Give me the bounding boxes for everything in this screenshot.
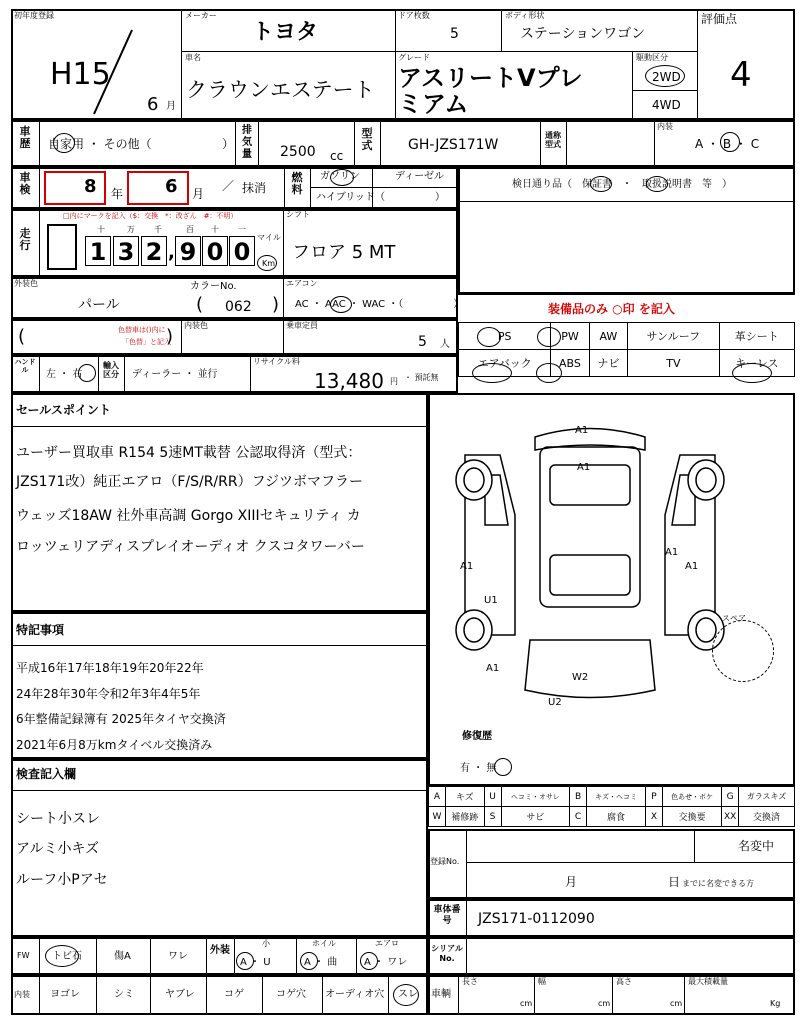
mileage-note: □内にマークを記入（$：交換 *：改ざん #：不明） [63, 212, 238, 220]
unit-ju: 十 [97, 225, 105, 234]
right-handle-circle [78, 364, 96, 382]
ext-color-label: 外装色 [14, 279, 38, 288]
int-item: コゲ [224, 989, 244, 1000]
equip-item: 革シート [719, 323, 794, 350]
date-slash [90, 28, 140, 118]
fw-label: FW [17, 951, 30, 960]
int-color-row [11, 319, 458, 355]
grade-label: グレード [398, 53, 430, 62]
chassis-label: 車体番号 [433, 905, 461, 926]
mile: マイル [257, 233, 281, 242]
equip-circle [477, 327, 501, 347]
handle-value: 左 ・ 右 [46, 369, 83, 380]
odometer-digit: 3 [113, 236, 139, 266]
capacity: 5 [418, 334, 427, 350]
odometer-digit: 0 [229, 236, 255, 266]
special-line: 24年28年30年令和2年3年4年5年 [16, 687, 201, 701]
damage-mark: U2 [548, 697, 562, 708]
inspection-line: シート小スレ [16, 811, 100, 827]
equip-item: サンルーフ [628, 323, 719, 350]
gasoline: ガソリン [320, 171, 360, 182]
legend-code: U [484, 787, 501, 807]
special-line: 平成16年17年18年19年20年22年 [16, 661, 204, 675]
body-label: ボディ形状 [505, 11, 545, 20]
model-name: クラウンエステート [186, 78, 375, 102]
handle-label: ハンドル [14, 358, 36, 374]
stone-chip-circle [45, 945, 79, 967]
equip-circle [537, 327, 561, 347]
unit-sen: 千 [154, 225, 162, 234]
equip-item: エアバック [459, 350, 551, 377]
repair-none-circle [494, 758, 512, 776]
unit-man: 万 [127, 225, 135, 234]
aero-label: エアロ [375, 939, 399, 948]
drive-label: 駆動区分 [636, 53, 668, 62]
interior-grade-circle [720, 132, 740, 152]
unit-ju2: 十 [211, 225, 219, 234]
drive-4wd: 4WD [652, 98, 681, 112]
inspection-year: 8 [84, 176, 97, 197]
legend-code: C [570, 807, 587, 827]
dimensions-label: 車輌 [431, 989, 451, 1000]
legend-text: 色あせ・ボケ [663, 787, 722, 807]
type: GH-JZS171W [408, 137, 499, 153]
sales-line: ウェッズ18AW 社外車高調 Gorgo XIIIセキュリティ カ [16, 508, 361, 524]
import-label: 輸入区分 [103, 361, 119, 379]
serial-row [428, 937, 795, 975]
equip-item: TV [628, 350, 719, 377]
spare-label: スペア [722, 614, 746, 623]
sales-line: ユーザー買取車 R154 5速MT載替 公認取得済（型式： [16, 445, 362, 461]
recycle-unit: 円 [390, 377, 398, 386]
slash: ／ [222, 179, 235, 193]
legend-code: X [646, 807, 663, 827]
ext-label: 外装 [210, 945, 230, 956]
odometer-digit: 0 [202, 236, 228, 266]
equip-item: キーレス [719, 350, 794, 377]
wheel-a-circle [300, 952, 318, 970]
weight-unit: Kg [770, 999, 781, 1008]
displacement-label: 排気量 [242, 125, 252, 160]
fw-item: 傷A [114, 951, 131, 962]
name-change: 名変中 [738, 839, 775, 853]
reg-day: 日 [668, 875, 681, 889]
damage-mark: U1 [484, 595, 498, 606]
small-label: 小 [262, 939, 270, 948]
inspection-year-box [44, 171, 106, 205]
sales-line: ロッツェリアディスプレイオーディオ クスコタワーバー [16, 539, 365, 555]
damage-mark: A1 [486, 663, 500, 674]
history-value: 自家用 ・ その他（ [48, 137, 152, 151]
maker: トヨタ [252, 20, 319, 45]
recycle-fee: 13,480 [314, 369, 384, 393]
capacity-unit: 人 [440, 339, 450, 350]
history-close: ） [222, 137, 235, 151]
damage-mark: A1 [665, 547, 679, 558]
legend-text: 交換要 [663, 807, 722, 827]
aero-value: A ・ ワレ [364, 957, 408, 968]
color-no-label: カラーNo. [190, 281, 237, 292]
aac-circle [330, 296, 352, 313]
repair-value: 有 ・ 無 [460, 763, 497, 774]
wheel-value: A ・ 曲 [304, 957, 338, 968]
damage-mark: A1 [577, 462, 591, 473]
int-item: ヤブレ [165, 989, 195, 1000]
gasoline-circle [330, 169, 354, 186]
unit-ichi: 一 [238, 225, 246, 234]
hybrid: ハイブリッド [316, 192, 375, 203]
equip-circle [536, 363, 562, 383]
comma: , [168, 242, 175, 263]
first-reg-month-unit: 月 [166, 101, 176, 112]
interior-grades: A ・ B ・ C [695, 137, 760, 151]
deposit: ・ 預託無 [404, 373, 439, 382]
wear-circle [393, 984, 419, 1006]
reg-by: までに名変できる方 [682, 879, 754, 888]
height-label: 高さ [616, 977, 632, 986]
legend-text: キズ・ヘコミ [587, 787, 646, 807]
special-notes-box [11, 612, 428, 759]
ext-color: パール [78, 297, 120, 313]
history-label: 車歴 [19, 125, 31, 150]
odometer-digit: 2 [141, 236, 167, 266]
legend-code: S [484, 807, 501, 827]
length-unit: cm [520, 999, 533, 1008]
color-no: 062 [225, 299, 252, 315]
displacement: 2500 [280, 144, 316, 160]
color-change-paren-close: ) [166, 326, 174, 347]
ac-options: AC ・ AAC ・ WAC ・（ ） [295, 299, 464, 310]
interior-label: 内装 [657, 122, 673, 131]
sales-line: JZS171改）純正エアロ（F/S/R/RR）フジツボマフラー [16, 474, 364, 490]
inspection-year-unit: 年 [111, 187, 124, 201]
first-reg-era: H15 [50, 57, 111, 92]
damage-mark: A1 [685, 561, 699, 572]
small-value: A ・ U [240, 957, 271, 968]
unit-hyaku: 百 [186, 225, 194, 234]
legend-code: P [646, 787, 663, 807]
reg-month: 月 [565, 875, 578, 889]
fuel-label: 燃料 [291, 171, 303, 196]
warranty-circle [590, 176, 612, 192]
model-name-label: 車名 [185, 53, 201, 62]
equip-item: ABS [551, 350, 589, 377]
common-type-label: 通称型式 [545, 131, 561, 149]
inspection-label: 車検 [19, 171, 31, 196]
color-paren-l: ( [196, 294, 204, 315]
special-line: 6年整備記録簿有 2025年タイヤ交換済 [16, 712, 226, 726]
hybrid-paren: （ ） [375, 192, 445, 203]
shift-label: シフト [286, 210, 310, 219]
mileage-mark-box [47, 224, 77, 270]
chassis-number: JZS171-0112090 [478, 911, 595, 927]
legend-code: A [429, 787, 446, 807]
docs-label: 検日通り品（ 保証書 ・ 取扱説明書 等 ） [512, 179, 732, 190]
damage-mark: A1 [575, 425, 589, 436]
int-item: スレ [398, 989, 418, 1000]
manual-circle [646, 176, 668, 192]
int-item: オーディオ穴 [325, 989, 385, 1000]
first-reg-label: 初年度登録 [14, 11, 54, 20]
legend-text: 交換済 [739, 807, 795, 827]
aero-a-circle [360, 952, 378, 970]
repair-label: 修復歴 [462, 731, 492, 742]
special-notes-label: 特記事項 [16, 623, 65, 637]
equip-item: PS [459, 323, 551, 350]
legend-text: サビ [501, 807, 570, 827]
legend-code: XX [722, 807, 739, 827]
color-change-note2: 「色替」と記入 [122, 338, 171, 346]
serial-label: シリアルNo. [431, 944, 463, 963]
shift: フロア 5 MT [292, 242, 396, 263]
equip-item: PW [551, 323, 589, 350]
damage-mark: A1 [460, 561, 474, 572]
km: Km [262, 259, 276, 268]
height-unit: cm [670, 999, 683, 1008]
legend-code: G [722, 787, 739, 807]
fw-item: トビ石 [52, 951, 82, 962]
int-label: 内装 [14, 990, 30, 999]
cancel: 抹消 [242, 181, 267, 195]
legend-text: 補修跡 [446, 807, 485, 827]
drive-2wd-circle [645, 65, 685, 87]
legend-text: ヘコミ・オサレ [501, 787, 570, 807]
color-paren-r: ) [272, 294, 280, 315]
inspection-line: アルミ小キズ [16, 841, 100, 857]
diesel: ディーゼル [395, 171, 444, 182]
wheel-label: ホイル [312, 939, 336, 948]
damage-legend [428, 786, 795, 827]
score: 4 [730, 55, 752, 95]
fw-item: ワレ [168, 951, 188, 962]
reg-no-label: 登録No. [430, 857, 460, 866]
length-label: 長さ [462, 977, 478, 986]
inspection-line: ルーフ小Pアセ [16, 872, 108, 888]
equip-circle [732, 363, 772, 383]
inspection-month-unit: 月 [192, 187, 205, 201]
legend-text: 腐食 [587, 807, 646, 827]
capacity-label: 乗車定員 [286, 321, 318, 330]
legend-text: キズ [446, 787, 485, 807]
import-value: ディーラー ・ 並行 [132, 369, 218, 380]
maker-label: メーカー [185, 11, 217, 20]
inspection-month: 6 [165, 176, 178, 197]
equip-header: 装備品のみ ○印 を記入 [548, 302, 675, 316]
odometer-digit: 1 [85, 236, 111, 266]
width-unit: cm [598, 999, 611, 1008]
ac-label: エアコン [286, 279, 318, 288]
legend-code: W [429, 807, 446, 827]
grade-line2: ミアム [398, 90, 469, 118]
legend-text: ガラスキズ [739, 787, 795, 807]
sales-points-label: セールスポイント [16, 403, 111, 417]
doors: 5 [450, 26, 459, 42]
recycle-label: リサイクル料 [253, 357, 300, 366]
first-reg-month: 6 [147, 94, 159, 115]
int-item: ヨゴレ [50, 989, 80, 1000]
type-label: 型式 [361, 127, 373, 152]
inspection-month-box [127, 171, 189, 205]
weight-label: 最大積載量 [688, 977, 728, 986]
mileage-label: 走行 [19, 227, 31, 252]
body-type: ステーションワゴン [520, 26, 646, 42]
odometer-digit: 9 [175, 236, 201, 266]
int-color-label: 内装色 [184, 321, 208, 330]
int-item: コゲ穴 [276, 989, 306, 1000]
small-a-circle [236, 952, 254, 970]
int-item: シミ [114, 989, 134, 1000]
color-change-paren-open: ( [18, 326, 26, 347]
special-line: 2021年6月8万kmタイベル交換済み [16, 738, 213, 752]
equip-item: AW [589, 323, 628, 350]
inspection-notes-label: 検査記入欄 [16, 767, 77, 781]
doors-label: ドア枚数 [398, 11, 430, 20]
score-label: 評価点 [701, 12, 738, 26]
width-label: 幅 [538, 977, 546, 986]
equip-item: ナビ [589, 350, 628, 377]
color-change-note1: 色替車は()内に [118, 326, 166, 334]
displacement-unit: cc [330, 149, 344, 163]
km-circle [257, 255, 277, 271]
damage-mark: W2 [572, 672, 589, 683]
drive-2wd: 2WD [652, 70, 681, 84]
legend-code: B [570, 787, 587, 807]
spare-tire [712, 620, 774, 682]
equip-circle [472, 363, 512, 383]
private-use-circle [53, 133, 75, 153]
grade-line1: アスリートVプレ [398, 64, 583, 92]
